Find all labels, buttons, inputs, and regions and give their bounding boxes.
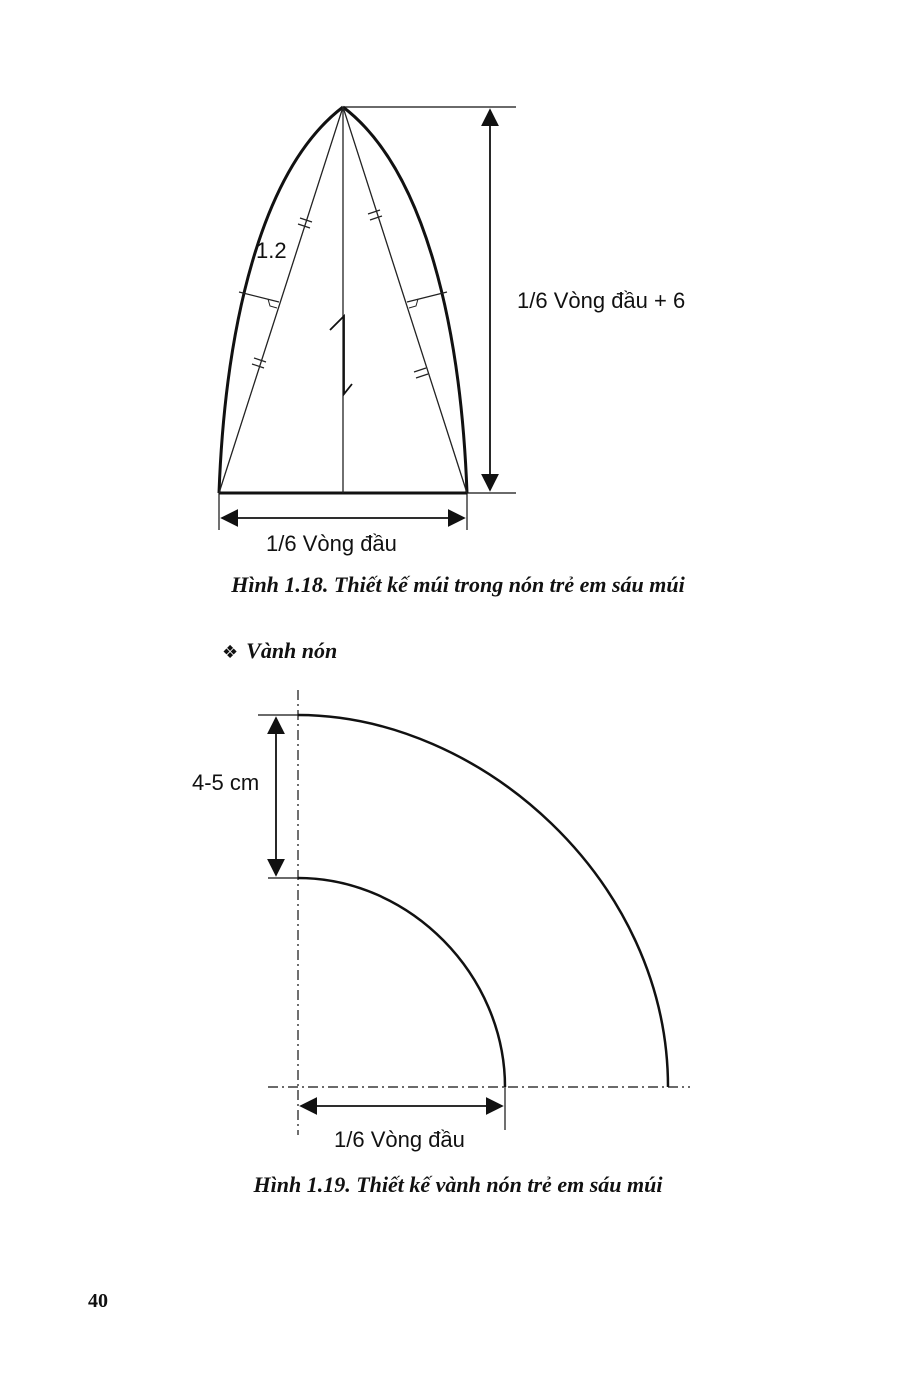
grain-line-mark: [330, 316, 352, 394]
outer-brim-arc: [298, 715, 668, 1087]
curve-label: 1.2: [256, 238, 287, 263]
height-label: 1/6 Vòng đầu + 6: [517, 288, 686, 313]
brim-width-label: 4-5 cm: [192, 770, 260, 795]
inner-brim-arc: [298, 878, 505, 1087]
panel-right-diagonal: [343, 107, 467, 493]
diamond-bullet-icon: ❖: [222, 642, 239, 663]
figure-1-18-caption: Hình 1.18. Thiết kế múi trong nón trẻ em sáu múi: [231, 572, 685, 597]
base-label: 1/6 Vòng đầu: [266, 531, 397, 556]
left-offset-perpendicular: [239, 292, 279, 302]
equal-ticks: [252, 210, 428, 378]
section-title: Vành nón: [246, 638, 338, 663]
radius-label: 1/6 Vòng đầu: [334, 1127, 465, 1152]
panel-left-diagonal: [219, 107, 343, 493]
page-number: 40: [88, 1290, 108, 1312]
section-heading: [222, 638, 337, 664]
figure-1-19-caption: Hình 1.19. Thiết kế vành nón trẻ em sáu múi: [253, 1172, 663, 1197]
figure-1-18-diagram: [0, 0, 916, 600]
right-offset-perpendicular: [407, 292, 447, 302]
